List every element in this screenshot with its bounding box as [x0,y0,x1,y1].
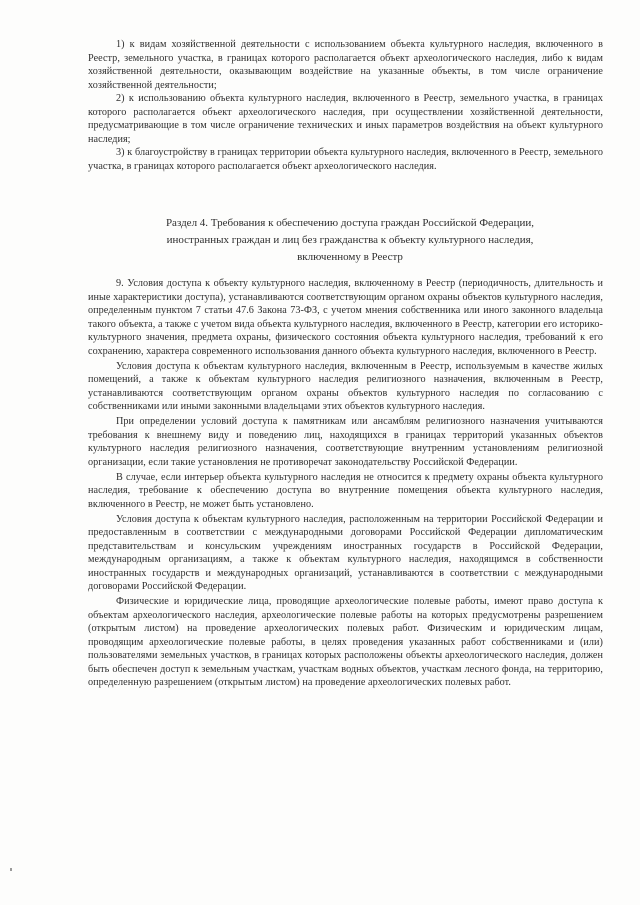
section-heading [100,215,600,266]
section-heading-line: включенному в Реестр [297,251,403,263]
paragraph: Условия доступа к объектам культурного наследия, включенным в Реестр, используемым в качестве жилых помещений, а также к объектам культурного наследия религиозного назначения, включенным в Реестр, устанавливаются соответствующим органом охраны объектов культурного наследия по согласованию с собственниками или иными законными владельцами этих объектов культурного наследия. [88,360,603,412]
requirements-list [88,38,603,173]
list-item: 2) к использованию объекта культурного наследия, включенного в Реестр, земельного участка, в границах которого располагается объект археологического наследия, при осуществлении хозяйственной деятельности, предусматривающие в том числе ограничение технических и иных параметров воздействия на объект культурного наследия; [88,93,603,145]
list-item: 3) к благоустройству в границах территории объекта культурного наследия, включенного в Реестр, земельного участка, в границах которого располагается объект археологического наследия. [88,147,603,172]
paragraph: При определении условий доступа к памятникам или ансамблям религиозного назначения учитываются требования к внешнему виду и поведению лиц, находящихся в границах территорий указанных объектов культурного наследия религиозного назначения, соответствующие внутренним установлениям религиозной организации, если такие установления не противоречат законодательству Российской Федерации. [88,416,603,468]
list-item: 1) к видам хозяйственной деятельности с использованием объекта культурного наследия, включенного в Реестр, земельного участка, в границах которого располагается объект археологического наследия, либо к видам хозяйственной деятельности, оказывающим воздействие на указанные объекты, в том числе ограничение хозяйственной деятельности; [88,39,603,91]
scan-speck [10,868,12,871]
section-heading-line: Раздел 4. Требования к обеспечению доступа граждан Российской Федерации, [165,217,535,229]
paragraph: В случае, если интерьер объекта культурного наследия не относится к предмету охраны объекта культурного наследия, требование к обеспечению доступа во внутренние помещения объекта культурного наследия, включенного в Реестр, не может быть установлено. [88,471,603,510]
section-body [88,277,603,691]
paragraph: Физические и юридические лица, проводящие археологические полевые работы, имеют право доступа к объектам археологического наследия, археологические полевые работы на которых предусмотрены разрешением (открытым листом) на проведение археологических полевых работ. Физическим и юридическим лицам, проводящим археологические полевые работы, в целях проведения указанных работ собственниками и (или) пользователями земельных участков, в границах которых расположены объекты археологического наследия, должен быть обеспечен доступ к земельным участкам, участкам водных объектов, участкам лесного фонда, на территорию, определенную разрешением (открытым листом) на проведение археологических полевых работ. [88,596,603,688]
paragraph: 9. Условия доступа к объекту культурного наследия, включенному в Реестр (периодичность, длительность и иные характеристики доступа), устанавливаются соответствующим органом охраны объектов культурного наследия, определенным пунктом 7 статьи 47.6 Закона 73-ФЗ, с учетом мнения собственника или иного законного владельца такого объекта, а также с учетом вида объекта культурного наследия, включенного в Реестр, категории его историко-культурного значения, предмета охраны, физического состояния объекта культурного наследия, требований к его сохранению, характера современного использования данного объекта культурного наследия, включенного в Реестр. [88,278,603,357]
paragraph: Условия доступа к объектам культурного наследия, расположенным на территории Российской Федерации и предоставленным в соответствии с международными договорами Российской Федерации дипломатическим представительствам и консульским учреждениям иностранных государств в Российской Федерации, международным организациям, а также к объектам культурного наследия, находящимся в собственности иностранных государств и международных организаций, устанавливаются в соответствии с международными договорами Российской Федерации. [88,513,603,592]
section-heading-line: иностранных граждан и лиц без гражданства к объекту культурного наследия, [166,234,534,246]
